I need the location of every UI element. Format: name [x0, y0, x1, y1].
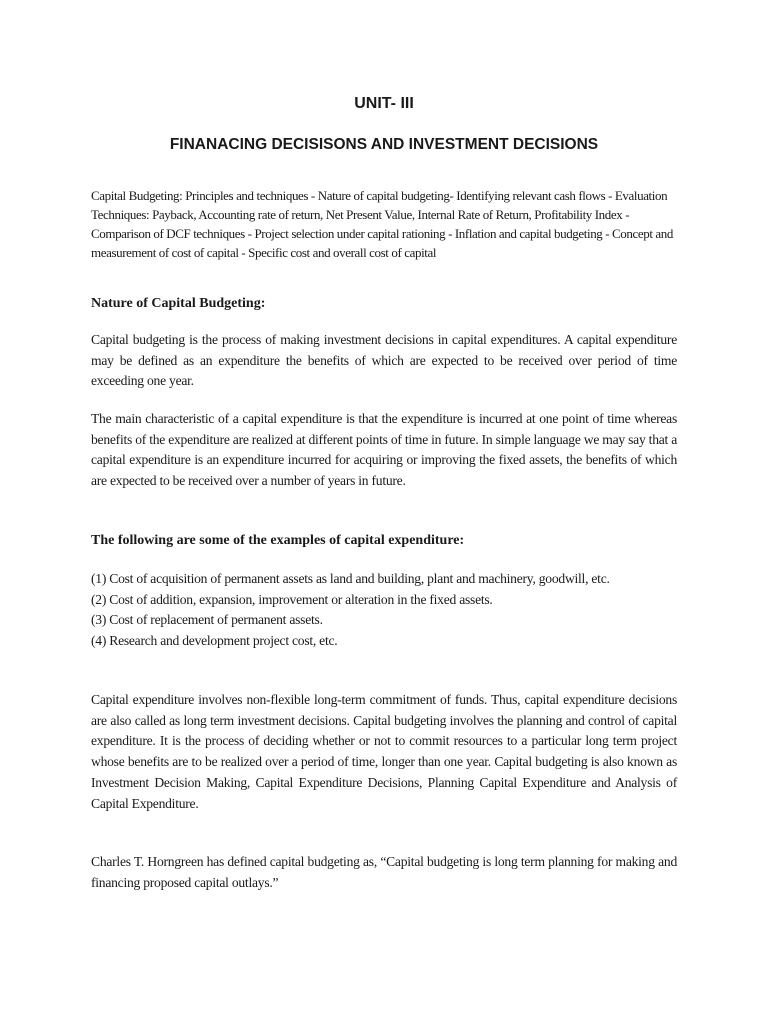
paragraph-definition-quote: Charles T. Horngreen has defined capital budgeting as, “Capital budgeting is long term planning for making and financing proposed capital outlays.” — [91, 854, 677, 890]
list-item: (3) Cost of replacement of permanent assets. — [91, 612, 323, 628]
document-title: FINANACING DECISISONS AND INVESTMENT DECISIONS — [169, 136, 599, 153]
paragraph-characteristic: The main characteristic of a capital expenditure is that the expenditure is incurred at one point of time whereas benefits of the expenditure are realized at different points of time in future. In simple language we may say that a capital expenditure is an expenditure incurred for acquiring or improving the fixed assets, the benefits of which are expected to be received over a number of years in future. — [91, 411, 677, 489]
paragraph-commitment: Capital expenditure involves non-flexible long-term commitment of funds. Thus, capital expenditure decisions are also called as long term investment decisions. Capital budgeting involves the planning and control of capital expenditure. It is the process of deciding whether or not to commit resources to a particular long term project whose benefits are to be realized over a period of time, longer than one year. Capital budgeting is also known as Investment Decision Making, Capital Expenditure Decisions, Planning Capital Expenditure and Analysis of Capital Expenditure. — [91, 692, 677, 811]
examples-list — [91, 569, 677, 652]
list-item: (1) Cost of acquisition of permanent assets as land and building, plant and machinery, goodwill, etc. — [91, 571, 610, 586]
document-page — [91, 0, 677, 1024]
list-item: (2) Cost of addition, expansion, improvement or alteration in the fixed assets. — [91, 591, 493, 607]
paragraph-definition: Capital budgeting is the process of making investment decisions in capital expenditures. A capital expenditure may be defined as an expenditure the benefits of which are expected to be received over period of time exceeding one year. — [91, 332, 677, 389]
section-heading: Nature of Capital Budgeting: — [91, 296, 266, 311]
unit-title: UNIT- III — [354, 95, 414, 112]
list-item: (4) Research and development project cost, etc. — [91, 633, 338, 649]
syllabus-paragraph: Capital Budgeting: Principles and techniques - Nature of capital budgeting- Identifying relevant cash flows - Evaluation Techniques: Payback, Accounting rate of return, Net Present Value, Internal Rate of Return, Profitability Index - Comparison of DCF techniques - Project selection under capital rationing - Inflation and capital budgeting - Concept and measurement of cost of capital - Specific cost and overall cost of capital — [91, 188, 673, 260]
examples-heading: The following are some of the examples of capital expenditure: — [91, 533, 465, 548]
